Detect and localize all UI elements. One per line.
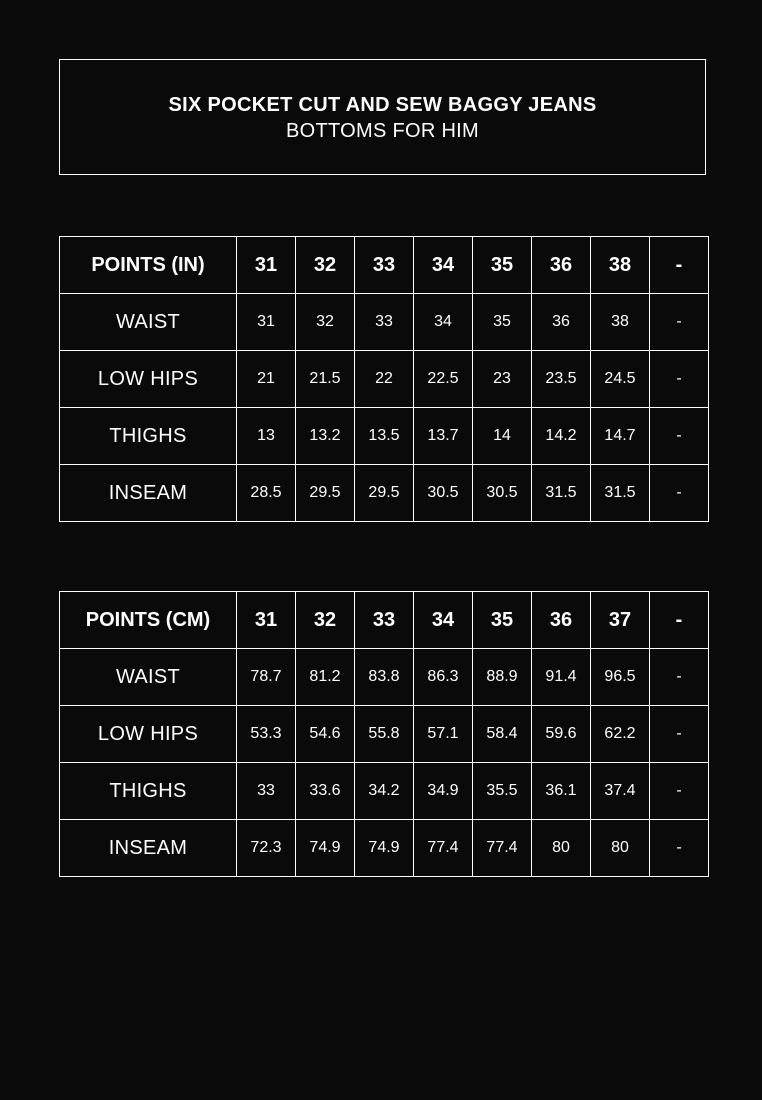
cell-value: 30.5 [473,465,532,522]
cell-value: 33 [237,763,296,820]
cell-value: 14.2 [532,408,591,465]
cell-value: 96.5 [591,649,650,706]
title-box [59,59,706,175]
table-header-row [60,237,709,294]
cell-value: 78.7 [237,649,296,706]
cell-value: 13.2 [296,408,355,465]
product-title: SIX POCKET CUT AND SEW BAGGY JEANS [168,94,597,116]
cell-value: 31 [237,294,296,351]
cell-value: 35 [473,294,532,351]
row-label: WAIST [60,294,237,351]
size-header: 38 [591,237,650,294]
cell-value: 33.6 [296,763,355,820]
cell-value: 13.5 [355,408,414,465]
size-header: 36 [532,592,591,649]
cell-value: 54.6 [296,706,355,763]
row-label: INSEAM [60,820,237,877]
table-row [60,351,709,408]
cell-value: 83.8 [355,649,414,706]
cell-value: 35.5 [473,763,532,820]
cell-value: 77.4 [473,820,532,877]
cell-value: 24.5 [591,351,650,408]
table-header-row [60,592,709,649]
cell-value: 74.9 [355,820,414,877]
cell-value: 13 [237,408,296,465]
cell-value: 34.9 [414,763,473,820]
cell-value: 88.9 [473,649,532,706]
row-label: LOW HIPS [60,351,237,408]
cell-value: 58.4 [473,706,532,763]
cell-value: 62.2 [591,706,650,763]
table-row [60,649,709,706]
header-label: POINTS (IN) [60,237,237,294]
table-row [60,294,709,351]
cell-value: - [650,351,709,408]
cell-value: 13.7 [414,408,473,465]
cell-value: 32 [296,294,355,351]
size-header: - [650,592,709,649]
cell-value: - [650,408,709,465]
table-row [60,465,709,522]
cell-value: 77.4 [414,820,473,877]
cell-value: 72.3 [237,820,296,877]
cell-value: 23 [473,351,532,408]
cell-value: 37.4 [591,763,650,820]
cell-value: 80 [591,820,650,877]
size-header: 33 [355,592,414,649]
cell-value: 29.5 [355,465,414,522]
size-header: 35 [473,592,532,649]
cell-value: 91.4 [532,649,591,706]
table-row [60,408,709,465]
size-table-inches [59,236,709,522]
cell-value: - [650,820,709,877]
cell-value: - [650,649,709,706]
size-table-centimeters [59,591,709,877]
size-header: 31 [237,237,296,294]
cell-value: - [650,465,709,522]
product-category: BOTTOMS FOR HIM [285,120,479,142]
table-row [60,763,709,820]
row-label: THIGHS [60,763,237,820]
row-label: INSEAM [60,465,237,522]
cell-value: 81.2 [296,649,355,706]
cell-value: 21 [237,351,296,408]
size-header: 31 [237,592,296,649]
size-header: 34 [414,237,473,294]
size-header: 36 [532,237,591,294]
size-header: 32 [296,237,355,294]
cell-value: 34 [414,294,473,351]
cell-value: 53.3 [237,706,296,763]
cell-value: 14 [473,408,532,465]
cell-value: 30.5 [414,465,473,522]
cell-value: 31.5 [591,465,650,522]
cell-value: 21.5 [296,351,355,408]
cell-value: 23.5 [532,351,591,408]
size-header: 34 [414,592,473,649]
cell-value: 22.5 [414,351,473,408]
cell-value: 29.5 [296,465,355,522]
size-header: 37 [591,592,650,649]
cell-value: 59.6 [532,706,591,763]
cell-value: 14.7 [591,408,650,465]
header-label: POINTS (CM) [60,592,237,649]
cell-value: - [650,763,709,820]
cell-value: 22 [355,351,414,408]
cell-value: 74.9 [296,820,355,877]
cell-value: 33 [355,294,414,351]
size-header: 35 [473,237,532,294]
size-header: 33 [355,237,414,294]
size-header: - [650,237,709,294]
table-row [60,820,709,877]
size-header: 32 [296,592,355,649]
row-label: THIGHS [60,408,237,465]
cell-value: 55.8 [355,706,414,763]
row-label: WAIST [60,649,237,706]
cell-value: 36 [532,294,591,351]
cell-value: 86.3 [414,649,473,706]
cell-value: 31.5 [532,465,591,522]
cell-value: 80 [532,820,591,877]
table-row [60,706,709,763]
row-label: LOW HIPS [60,706,237,763]
cell-value: 34.2 [355,763,414,820]
cell-value: - [650,706,709,763]
cell-value: 28.5 [237,465,296,522]
cell-value: 38 [591,294,650,351]
cell-value: 57.1 [414,706,473,763]
cell-value: - [650,294,709,351]
cell-value: 36.1 [532,763,591,820]
